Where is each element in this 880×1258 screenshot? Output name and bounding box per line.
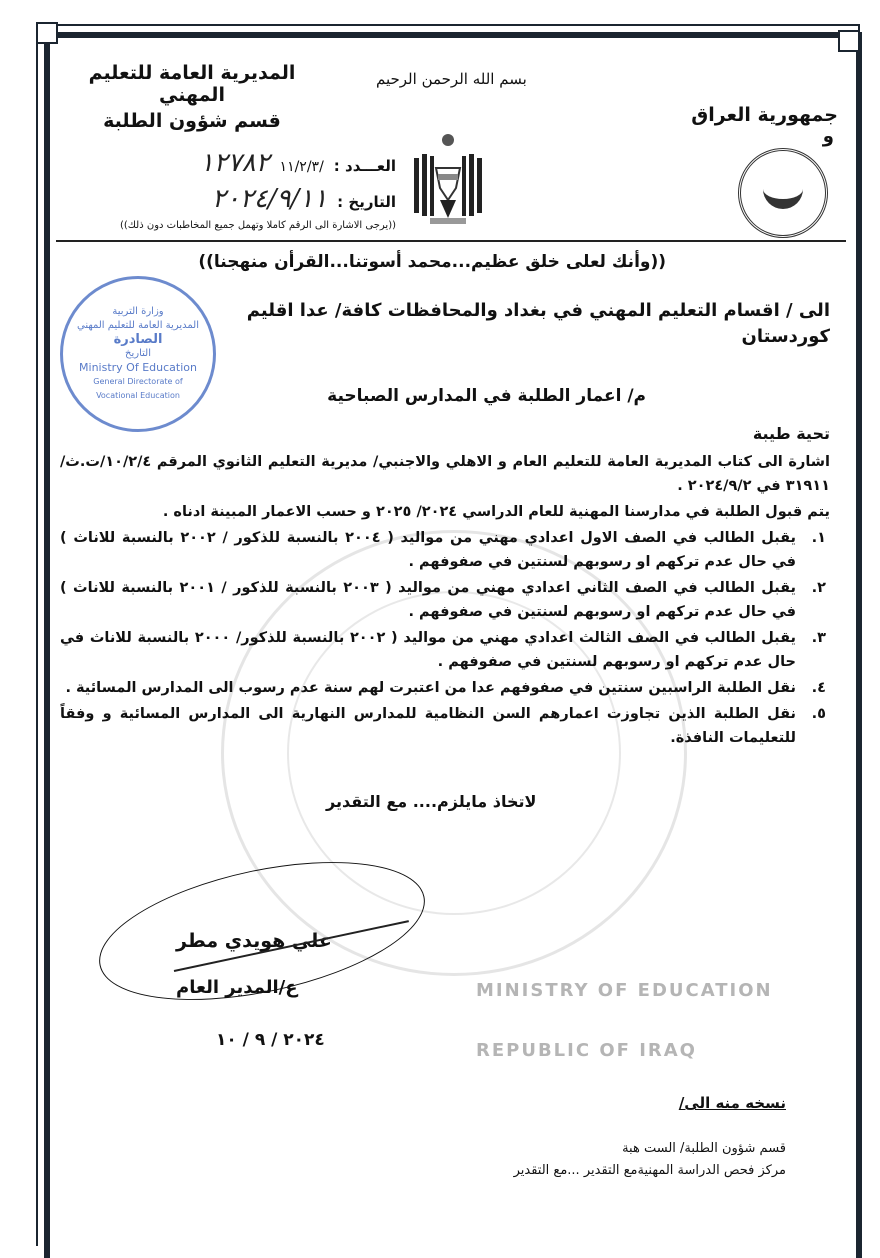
basmala: بسم الله الرحمن الرحيم	[376, 70, 527, 88]
closing-line: لاتخاذ مايلزم.... مع التقدير	[326, 792, 537, 811]
date-handwritten: ٢٠٢٤/٩/١١	[211, 184, 328, 214]
list-item	[60, 676, 826, 700]
stamp-ministry: وزارة التربية	[112, 306, 164, 317]
republic-title: جمهورية العراق	[691, 104, 838, 126]
signature-date: ٢٠٢٤ / ٩ / ١٠	[216, 1030, 325, 1050]
list-item-number: ٥.	[811, 706, 826, 722]
stamp-en: Ministry Of Education	[79, 361, 197, 374]
ministry-fragment: و	[822, 126, 834, 147]
reference-note: ((يرجى الاشارة الى الرقم كاملا وتهمل جميع المخاطبات دون ذلك))	[119, 220, 396, 231]
issued-stamp	[60, 276, 216, 432]
copies-heading: نسخه منه الى/	[678, 1094, 786, 1112]
motto: ((وأنك لعلى خلق عظيم...محمد أسوتنا...القرأن منهجنا))	[198, 252, 666, 272]
subject-line: م/ اعمار الطلبة في المدارس الصباحية	[327, 386, 646, 406]
letter-page	[56, 40, 846, 1203]
date-row	[76, 184, 396, 214]
list-item-number: ١.	[811, 530, 826, 546]
watermark-bottom-text: MINISTRY OF EDUCATION	[476, 980, 773, 1001]
number-value: ١١/٢/٣/	[279, 159, 324, 175]
number-row	[76, 148, 396, 178]
list-item-number: ٤.	[811, 680, 826, 696]
list-item-text: يقبل الطالب في الصف الاول اعدادي مهني من مواليد ( ٢٠٠٤ بالنسبة للذكور / ٢٠٠٢ بالنسبة للاناث ) في حال عدم تركهم او رسوبهم لسنتين في صفوفهم .	[60, 530, 796, 570]
list-item-text: يقبل الطالب في الصف الثاني اعدادي مهني من مواليد ( ٢٠٠٣ بالنسبة للذكور / ٢٠٠١ بالنسبة للاناث ) في حال عدم تركهم او رسوبهم لسنتين في صفوفهم .	[60, 580, 796, 620]
list-item	[60, 576, 826, 624]
list-item	[60, 526, 826, 574]
list-item-number: ٢.	[811, 580, 826, 596]
list-item-text: نقل الطلبة الراسبين سنتين في صفوفهم عدا من اعتبرت لهم سنة عدم رسوب الى المدارس المسائية .	[65, 680, 796, 696]
stamp-status: الصادرة	[113, 332, 163, 347]
copies-item: مركز فحص الدراسة المهنيةمع التقدير ...مع التقدير	[513, 1163, 786, 1178]
frame-corner-top-left	[36, 22, 58, 44]
signatory-title: ع/المدير العام	[176, 977, 298, 998]
date-label: التاريخ :	[337, 193, 396, 211]
section-title: قسم شؤون الطلبة	[103, 110, 281, 132]
reference-block	[76, 148, 396, 231]
watermark-top-text: REPUBLIC OF IRAQ	[476, 1040, 697, 1061]
directorate-title: المديرية العامة للتعليم المهني	[88, 62, 296, 106]
ministry-logo-icon	[738, 148, 828, 238]
number-handwritten: ١٢٧٨٢	[199, 148, 270, 178]
header-divider	[56, 240, 846, 242]
copies-item: قسم شؤون الطلبة/ الست هبة	[622, 1141, 786, 1156]
conditions-list	[60, 526, 830, 750]
letter-body	[60, 450, 830, 752]
intro-paragraph: يتم قبول الطلبة في مدارسنا المهنية للعام الدراسي ٢٠٢٤/ ٢٠٢٥ و حسب الاعمار المبينة ادناه .	[162, 504, 830, 520]
copies-list	[514, 1138, 786, 1182]
signatory-name: علي هويدي مطر	[176, 930, 332, 952]
list-item-number: ٣.	[811, 630, 826, 646]
addressee-line: الى / اقسام التعليم المهني في بغداد والمحافظات كافة/ عدا اقليم كوردستان	[246, 300, 830, 347]
list-item	[60, 702, 826, 750]
list-item	[60, 626, 826, 674]
number-label: العـــدد :	[333, 157, 396, 175]
stamp-date-label: التاريخ	[125, 348, 151, 359]
iraq-eagle-emblem-icon	[408, 128, 488, 228]
stamp-directorate: المديرية العامة للتعليم المهني	[76, 320, 199, 331]
book-icon	[763, 177, 803, 209]
list-item-text: نقل الطلبة الذين تجاوزت اعمارهم السن النظامية للمدارس النهارية الى المدارس المسائية و وفقاً للتعليمات النافذة.	[60, 706, 796, 746]
reference-paragraph: اشارة الى كتاب المديرية العامة للتعليم العام و الاهلي والاجنبي/ مديرية التعليم الثانوي المرقم ١٠/٢/٤/ت.ث/٣١٩١١ في ٢٠٢٤/٩/٢ .	[60, 454, 830, 494]
stamp-en2: General Directorate of Vocational Education	[93, 377, 183, 400]
greeting: تحية طيبة	[752, 424, 830, 443]
header-left	[72, 62, 312, 132]
list-item-text: يقبل الطالب في الصف الثالث اعدادي مهني من مواليد ( ٢٠٠٢ بالنسبة للذكور/ ٢٠٠٠ بالنسبة للاناث في حال عدم تركهم او رسوبهم لسنتين في صفوفهم .	[60, 630, 796, 670]
header-right	[691, 104, 838, 147]
